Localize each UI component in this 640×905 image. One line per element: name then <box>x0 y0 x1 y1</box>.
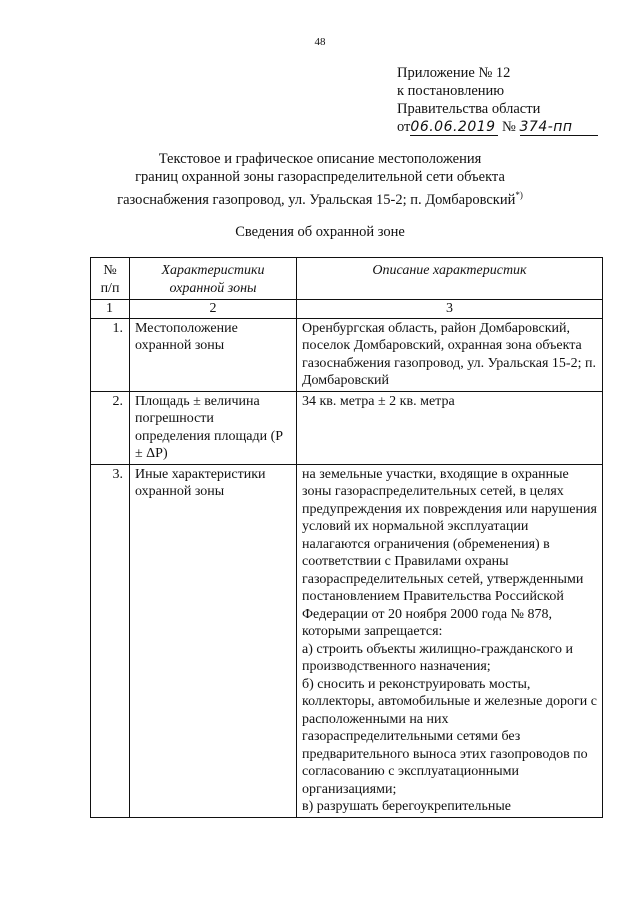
number-prefix: № <box>502 119 516 135</box>
restriction-item: а) строить объекты жилищно-гражданского и производственного назначения; <box>302 641 573 674</box>
protection-zone-table <box>90 257 603 818</box>
row-characteristic: Иные характеристики охранной зоны <box>130 464 297 817</box>
handwritten-number: 374-пп <box>520 120 598 136</box>
row-number: 2. <box>91 391 130 464</box>
title-line-3 <box>0 186 640 209</box>
restriction-item: б) сносить и реконструировать мосты, коллекторы, автомобильные и железные дороги с расположенными на них газораспределительными сетями без предварительного выноса этих газопроводов по согласованию с эксплуатационными организациями; <box>302 676 597 797</box>
restriction-item: в) разрушать берегоукрепительные <box>302 799 512 814</box>
column-number: 2 <box>130 300 297 319</box>
column-number: 1 <box>91 300 130 319</box>
title-line-2: границ охранной зоны газораспределительной сети объекта <box>135 169 505 185</box>
row-number: 3. <box>91 464 130 817</box>
header-characteristic: Характеристики охранной зоны <box>130 258 297 300</box>
appendix-date-line <box>397 118 598 136</box>
handwritten-date: 06.06.2019 <box>410 120 498 136</box>
page-number: 48 <box>314 36 326 48</box>
appendix-block <box>397 64 598 136</box>
table-header-row <box>91 258 603 300</box>
table-row <box>91 464 603 817</box>
row-description: 34 кв. метра ± 2 кв. метра <box>297 391 603 464</box>
restrictions-intro: на земельные участки, входящие в охранные зоны газораспределительных сетей, в целях предупреждения их повреждения или нарушения условий их нормальной эксплуатации налагаются ограничения (обременения) в соответствии с Правилами охраны газораспределительных сетей, утвержденными постановлением Правительства Российской Федерации от 20 ноября 2000 года № 878, которыми запрещается: <box>302 466 597 639</box>
document-title <box>0 150 640 209</box>
title-line-3-text: газоснабжения газопровод, ул. Уральская 15-2; п. Домбаровский <box>117 191 516 208</box>
header-description: Описание характеристик <box>297 258 603 300</box>
table-row <box>91 391 603 464</box>
appendix-line-1: Приложение № 12 <box>397 65 511 81</box>
table-row <box>91 318 603 391</box>
header-num: № п/п <box>91 258 130 300</box>
column-number-row <box>91 300 603 319</box>
appendix-line-2: к постановлению <box>397 83 505 99</box>
row-characteristic: Площадь ± величина погрешности определения площади (Р ± ΔР) <box>130 391 297 464</box>
title-line-1: Текстовое и графическое описание местоположения <box>158 151 482 167</box>
section-subtitle: Сведения об охранной зоне <box>235 224 405 240</box>
row-description: Оренбургская область, район Домбаровский, поселок Домбаровский, охранная зона объекта газоснабжения газопровод, ул. Уральская 15-2; п. Домбаровский <box>297 318 603 391</box>
row-description <box>297 464 603 817</box>
row-characteristic: Местоположение охранной зоны <box>130 318 297 391</box>
date-prefix: от <box>397 119 411 135</box>
appendix-line-3: Правительства области <box>397 101 541 117</box>
row-number: 1. <box>91 318 130 391</box>
column-number: 3 <box>297 300 603 319</box>
footnote-mark: *) <box>515 190 523 200</box>
